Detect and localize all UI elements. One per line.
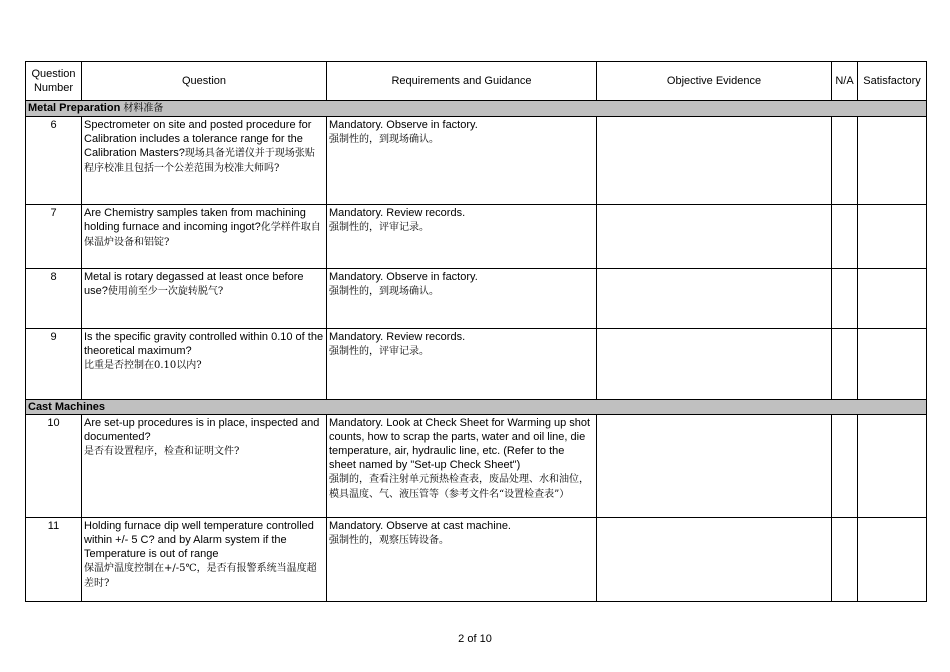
objective-evidence-cell[interactable] xyxy=(597,205,832,269)
satisfactory-cell[interactable] xyxy=(858,117,927,205)
objective-evidence-cell[interactable] xyxy=(597,329,832,400)
objective-evidence-cell[interactable] xyxy=(597,518,832,602)
header-requirements: Requirements and Guidance xyxy=(327,62,597,101)
question-text: Are Chemistry samples taken from machining holding furnace and incoming ingot?化学样件取自保温炉设备和铝锭? xyxy=(82,205,327,269)
question-text: Metal is rotary degassed at least once before use?使用前至少一次旋转脱气? xyxy=(82,269,327,329)
question-row-10 xyxy=(26,415,927,518)
na-cell[interactable] xyxy=(832,117,858,205)
satisfactory-cell[interactable] xyxy=(858,329,927,400)
question-row-9 xyxy=(26,329,927,400)
section-title: Cast Machines xyxy=(26,400,927,415)
page-number: 2 of 10 xyxy=(458,633,492,645)
satisfactory-cell[interactable] xyxy=(858,269,927,329)
satisfactory-cell[interactable] xyxy=(858,205,927,269)
header-row xyxy=(26,62,927,101)
section-row-metal-preparation xyxy=(26,101,927,117)
requirements-text: Mandatory. Observe in factory. 强制性的，到现场确认。 xyxy=(327,117,597,205)
audit-checklist-table xyxy=(25,61,927,602)
na-cell[interactable] xyxy=(832,518,858,602)
satisfactory-cell[interactable] xyxy=(858,415,927,518)
header-question: Question xyxy=(82,62,327,101)
header-satisfactory: Satisfactory xyxy=(858,62,927,101)
question-row-7 xyxy=(26,205,927,269)
question-number: 9 xyxy=(26,329,82,400)
question-row-6 xyxy=(26,117,927,205)
na-cell[interactable] xyxy=(832,415,858,518)
requirements-text: Mandatory. Observe in factory. 强制性的，到现场确认。 xyxy=(327,269,597,329)
satisfactory-cell[interactable] xyxy=(858,518,927,602)
requirements-text: Mandatory. Observe at cast machine. 强制性的，观察压铸设备。 xyxy=(327,518,597,602)
requirements-text: Mandatory. Look at Check Sheet for Warming up shot counts, how to scrap the parts, water and oil line, die temperature, air, hydraulic line, etc. (Refer to the sheet named by "Set-up Check Sheet") 强制的，查看注射单元预热检查表，废品处理、水和油位，模具温度、气、液压管等（参考文件名“设置检查表”） xyxy=(327,415,597,518)
header-question-number: Question Number xyxy=(26,62,82,101)
na-cell[interactable] xyxy=(832,269,858,329)
requirements-text: Mandatory. Review records. 强制性的，评审记录。 xyxy=(327,329,597,400)
question-number: 7 xyxy=(26,205,82,269)
question-text: Spectrometer on site and posted procedure for Calibration includes a tolerance range for the Calibration Masters?现场具备光谱仪并于现场张贴程序校准且包括一个公差范围为校准大师吗? xyxy=(82,117,327,205)
question-row-11 xyxy=(26,518,927,602)
objective-evidence-cell[interactable] xyxy=(597,269,832,329)
na-cell[interactable] xyxy=(832,329,858,400)
header-na: N/A xyxy=(832,62,858,101)
question-number: 11 xyxy=(26,518,82,602)
question-text: Holding furnace dip well temperature controlled within +/- 5 C? and by Alarm system if the Temperature is out of range 保温炉温度控制在+/-5℃，是否有报警系统当温度超差时? xyxy=(82,518,327,602)
question-text: Are set-up procedures is in place, inspected and documented? 是否有设置程序，检查和证明文件? xyxy=(82,415,327,518)
objective-evidence-cell[interactable] xyxy=(597,117,832,205)
requirements-text: Mandatory. Review records. 强制性的，评审记录。 xyxy=(327,205,597,269)
section-title: Metal Preparation 材料准备 xyxy=(26,101,927,117)
objective-evidence-cell[interactable] xyxy=(597,415,832,518)
question-number: 6 xyxy=(26,117,82,205)
question-text: Is the specific gravity controlled within 0.10 of the theoretical maximum? 比重是否控制在0.10以内? xyxy=(82,329,327,400)
question-number: 10 xyxy=(26,415,82,518)
section-row-cast-machines xyxy=(26,400,927,415)
question-number: 8 xyxy=(26,269,82,329)
header-objective-evidence: Objective Evidence xyxy=(597,62,832,101)
question-row-8 xyxy=(26,269,927,329)
na-cell[interactable] xyxy=(832,205,858,269)
